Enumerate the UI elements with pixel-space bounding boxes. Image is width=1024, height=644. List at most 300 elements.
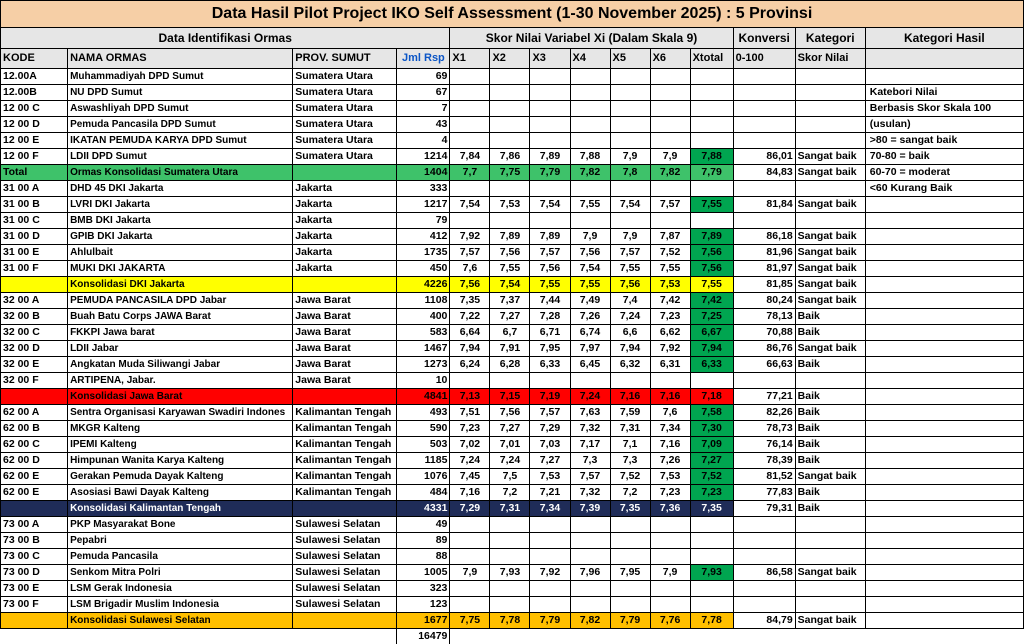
cell-xtotal: 7,88 (690, 149, 733, 165)
table-row[interactable] (1, 133, 1024, 149)
cell-kode: 12.00A (1, 69, 68, 85)
cell-x3 (530, 181, 570, 197)
cell-x1 (450, 101, 490, 117)
cell-kode: 62 00 A (1, 405, 68, 421)
cell-provinsi: Sulawesi Selatan (293, 517, 397, 533)
cell-konversi (733, 533, 795, 549)
column-kode: KODE (1, 49, 68, 69)
cell-x3: 7,21 (530, 485, 570, 501)
cell-xtotal (690, 533, 733, 549)
cell-xtotal: 6,67 (690, 325, 733, 341)
cell-jumlah-responden: 412 (397, 229, 450, 245)
column-konversi: 0-100 (733, 49, 795, 69)
table-row[interactable] (1, 341, 1024, 357)
cell-x5 (610, 69, 650, 85)
table-row[interactable] (1, 309, 1024, 325)
table-row[interactable] (1, 197, 1024, 213)
cell-kode: 31 00 F (1, 261, 68, 277)
cell-xtotal (690, 85, 733, 101)
cell-kode: 32 00 A (1, 293, 68, 309)
legend-note (865, 69, 1023, 85)
cell-provinsi (293, 501, 397, 517)
cell-provinsi: Jawa Barat (293, 293, 397, 309)
cell-jumlah-responden: 1467 (397, 341, 450, 357)
table-row[interactable] (1, 357, 1024, 373)
cell-x1 (450, 581, 490, 597)
cell-kode: 12 00 E (1, 133, 68, 149)
cell-x1 (450, 373, 490, 389)
cell-x5 (610, 549, 650, 565)
cell-kode: 73 00 A (1, 517, 68, 533)
cell-konversi: 81,96 (733, 245, 795, 261)
cell-nama-ormas: Pemuda Pancasila (68, 549, 293, 565)
cell-x1 (450, 549, 490, 565)
cell-x3: 7,95 (530, 341, 570, 357)
column-jml: Jml Rsp (397, 49, 450, 69)
cell-x4 (570, 69, 610, 85)
cell-x4: 7,49 (570, 293, 610, 309)
cell-xtotal: 7,42 (690, 293, 733, 309)
cell-x1 (450, 85, 490, 101)
cell-nama-ormas: GPIB DKI Jakarta (68, 229, 293, 245)
cell-xtotal: 7,56 (690, 245, 733, 261)
table-row[interactable] (1, 485, 1024, 501)
table-row[interactable] (1, 277, 1024, 293)
table-row[interactable] (1, 389, 1024, 405)
cell-x4: 7,82 (570, 165, 610, 181)
cell-skor-nilai: Baik (795, 309, 865, 325)
cell-x6: 7,92 (650, 341, 690, 357)
cell-jumlah-responden: 1735 (397, 245, 450, 261)
cell-x4: 7,88 (570, 149, 610, 165)
cell-skor-nilai: Baik (795, 325, 865, 341)
cell-x3 (530, 373, 570, 389)
cell-x2 (490, 597, 530, 613)
cell-x2: 7,24 (490, 453, 530, 469)
cell-konversi: 81,52 (733, 469, 795, 485)
column-header-row (1, 49, 1024, 69)
cell-xtotal (690, 597, 733, 613)
cell-x2 (490, 373, 530, 389)
cell-nama-ormas: PEMUDA PANCASILA DPD Jabar (68, 293, 293, 309)
legend-note: <60 Kurang Baik (865, 181, 1023, 197)
cell-konversi: 79,31 (733, 501, 795, 517)
cell-xtotal: 7,09 (690, 437, 733, 453)
cell-x6: 7,52 (650, 245, 690, 261)
cell-x5: 7,16 (610, 389, 650, 405)
cell-x2: 7,37 (490, 293, 530, 309)
cell-x5: 7,55 (610, 261, 650, 277)
cell-x6 (650, 117, 690, 133)
group-header-kategori: Kategori (795, 28, 865, 49)
cell-x2: 7,53 (490, 197, 530, 213)
table-row[interactable] (1, 533, 1024, 549)
cell-x6 (650, 517, 690, 533)
cell-skor-nilai (795, 69, 865, 85)
cell-x5: 7,2 (610, 485, 650, 501)
cell-x5: 7,52 (610, 469, 650, 485)
cell-x1: 7,57 (450, 245, 490, 261)
cell-x1: 7,94 (450, 341, 490, 357)
cell-x3 (530, 533, 570, 549)
legend-note: 70-80 = baik (865, 149, 1023, 165)
cell-x2: 7,5 (490, 469, 530, 485)
column-x4: X4 (570, 49, 610, 69)
cell-skor-nilai (795, 597, 865, 613)
cell-xtotal: 7,18 (690, 389, 733, 405)
cell-jumlah-responden: 590 (397, 421, 450, 437)
cell-nama-ormas: Konsolidasi Sulawesi Selatan (68, 613, 293, 629)
cell-x6 (650, 133, 690, 149)
cell-nama-ormas: PKP Masyarakat Bone (68, 517, 293, 533)
cell-x5: 7,35 (610, 501, 650, 517)
cell-konversi: 78,39 (733, 453, 795, 469)
cell-xtotal: 7,55 (690, 197, 733, 213)
legend-note (865, 389, 1023, 405)
cell-provinsi: Sulawesi Selatan (293, 533, 397, 549)
table-body (1, 69, 1024, 644)
cell-x2: 7,2 (490, 485, 530, 501)
cell-x3: 7,79 (530, 165, 570, 181)
legend-note (865, 565, 1023, 581)
table-row[interactable] (1, 421, 1024, 437)
cell-xtotal: 7,52 (690, 469, 733, 485)
cell-x6: 7,82 (650, 165, 690, 181)
table-row[interactable] (1, 501, 1024, 517)
cell-kode: 32 00 F (1, 373, 68, 389)
cell-xtotal: 7,30 (690, 421, 733, 437)
legend-note (865, 357, 1023, 373)
cell-x4: 7,56 (570, 245, 610, 261)
cell-skor-nilai (795, 213, 865, 229)
legend-note (865, 341, 1023, 357)
cell-x4 (570, 213, 610, 229)
cell-kode: Total (1, 165, 68, 181)
cell-nama-ormas: Konsolidasi DKI Jakarta (68, 277, 293, 293)
table-row[interactable] (1, 261, 1024, 277)
cell-nama-ormas: BMB DKI Jakarta (68, 213, 293, 229)
legend-note (865, 453, 1023, 469)
cell-jumlah-responden: 323 (397, 581, 450, 597)
cell-x4: 7,9 (570, 229, 610, 245)
table-row[interactable] (1, 213, 1024, 229)
legend-note: (usulan) (865, 117, 1023, 133)
cell-jumlah-responden: 1005 (397, 565, 450, 581)
cell-x1: 7,6 (450, 261, 490, 277)
cell-x5: 7,79 (610, 613, 650, 629)
cell-nama-ormas: Angkatan Muda Siliwangi Jabar (68, 357, 293, 373)
cell-x5 (610, 133, 650, 149)
cell-x1: 7,29 (450, 501, 490, 517)
cell-konversi: 86,01 (733, 149, 795, 165)
cell-provinsi: Kalimantan Tengah (293, 453, 397, 469)
column-x5: X5 (610, 49, 650, 69)
column-x1: X1 (450, 49, 490, 69)
cell-x6: 7,42 (650, 293, 690, 309)
cell-jumlah-responden: 7 (397, 101, 450, 117)
cell-jumlah-responden: 79 (397, 213, 450, 229)
cell-jumlah-responden: 1214 (397, 149, 450, 165)
cell-kode: 32 00 B (1, 309, 68, 325)
cell-x2: 7,56 (490, 245, 530, 261)
cell-x6 (650, 581, 690, 597)
cell-skor-nilai: Sangat baik (795, 293, 865, 309)
cell-xtotal: 7,89 (690, 229, 733, 245)
cell-nama-ormas: ARTIPENA, Jabar. (68, 373, 293, 389)
cell-x6: 7,53 (650, 277, 690, 293)
title-row (1, 1, 1024, 28)
cell-x6 (650, 69, 690, 85)
cell-x5: 7,54 (610, 197, 650, 213)
legend-note (865, 581, 1023, 597)
cell-x1: 7,35 (450, 293, 490, 309)
cell-kode: 73 00 E (1, 581, 68, 597)
legend-note: >80 = sangat baik (865, 133, 1023, 149)
cell-x1: 7,23 (450, 421, 490, 437)
cell-skor-nilai: Sangat baik (795, 229, 865, 245)
cell-x2 (490, 213, 530, 229)
cell-x5: 6,32 (610, 357, 650, 373)
cell-x4 (570, 373, 610, 389)
table-row[interactable] (1, 165, 1024, 181)
table-row[interactable] (1, 405, 1024, 421)
cell-konversi: 86,18 (733, 229, 795, 245)
cell-kode: 62 00 D (1, 453, 68, 469)
legend-note: Berbasis Skor Skala 100 (865, 101, 1023, 117)
legend-note (865, 549, 1023, 565)
cell-konversi: 78,73 (733, 421, 795, 437)
cell-konversi: 86,58 (733, 565, 795, 581)
group-header-row (1, 28, 1024, 49)
table-row[interactable] (1, 101, 1024, 117)
table-row[interactable] (1, 181, 1024, 197)
cell-x1 (450, 69, 490, 85)
table-row[interactable] (1, 453, 1024, 469)
cell-x4: 7,3 (570, 453, 610, 469)
cell-x3: 7,55 (530, 277, 570, 293)
cell-x5: 7,9 (610, 149, 650, 165)
table-row[interactable] (1, 245, 1024, 261)
cell-kode: 62 00 B (1, 421, 68, 437)
cell-konversi (733, 69, 795, 85)
cell-x2 (490, 69, 530, 85)
table-row[interactable] (1, 437, 1024, 453)
cell-nama-ormas: Himpunan Wanita Karya Kalteng (68, 453, 293, 469)
cell-x4: 7,39 (570, 501, 610, 517)
cell-x5: 7,9 (610, 229, 650, 245)
cell-x5 (610, 213, 650, 229)
cell-skor-nilai: Sangat baik (795, 277, 865, 293)
cell-provinsi: Kalimantan Tengah (293, 421, 397, 437)
cell-x5: 7,59 (610, 405, 650, 421)
group-header-konversi: Konversi (733, 28, 795, 49)
cell-x6: 7,55 (650, 261, 690, 277)
cell-x4 (570, 181, 610, 197)
cell-jumlah-responden: 49 (397, 517, 450, 533)
cell-x3 (530, 213, 570, 229)
cell-x4 (570, 549, 610, 565)
cell-konversi: 77,83 (733, 485, 795, 501)
legend-note (865, 613, 1023, 629)
cell-nama-ormas: NU DPD Sumut (68, 85, 293, 101)
cell-x3 (530, 597, 570, 613)
cell-x6: 7,6 (650, 405, 690, 421)
table-row[interactable] (1, 373, 1024, 389)
cell-x2: 7,27 (490, 421, 530, 437)
cell-x2: 7,93 (490, 565, 530, 581)
cell-x6 (650, 549, 690, 565)
cell-skor-nilai: Sangat baik (795, 197, 865, 213)
cell-jumlah-responden: 1076 (397, 469, 450, 485)
page-title: Data Hasil Pilot Project IKO Self Assessment (1-30 November 2025) : 5 Provinsi (1, 1, 1024, 28)
cell-nama-ormas: Sentra Organisasi Karyawan Swadiri Indones (68, 405, 293, 421)
cell-jumlah-responden: 484 (397, 485, 450, 501)
cell-xtotal: 7,94 (690, 341, 733, 357)
cell-x2: 7,31 (490, 501, 530, 517)
table-row[interactable] (1, 69, 1024, 85)
cell-provinsi: Kalimantan Tengah (293, 437, 397, 453)
column-nama: NAMA ORMAS (68, 49, 293, 69)
cell-x5: 7,4 (610, 293, 650, 309)
table-row[interactable] (1, 469, 1024, 485)
cell-x1: 7,54 (450, 197, 490, 213)
cell-provinsi: Sumatera Utara (293, 117, 397, 133)
cell-jumlah-responden: 10 (397, 373, 450, 389)
table-row[interactable] (1, 613, 1024, 629)
cell-kode: 31 00 B (1, 197, 68, 213)
table-row[interactable] (1, 85, 1024, 101)
cell-x2 (490, 181, 530, 197)
cell-xtotal: 6,33 (690, 357, 733, 373)
legend-note (865, 533, 1023, 549)
cell-x1 (450, 517, 490, 533)
cell-x2 (490, 517, 530, 533)
cell-nama-ormas: LSM Gerak Indonesia (68, 581, 293, 597)
grand-total-spacer (1, 629, 397, 644)
cell-skor-nilai (795, 533, 865, 549)
cell-skor-nilai (795, 373, 865, 389)
cell-skor-nilai: Baik (795, 421, 865, 437)
cell-provinsi: Sulawesi Selatan (293, 581, 397, 597)
cell-x1: 6,24 (450, 357, 490, 373)
cell-skor-nilai (795, 549, 865, 565)
cell-skor-nilai (795, 85, 865, 101)
cell-provinsi: Jawa Barat (293, 341, 397, 357)
table-row[interactable] (1, 581, 1024, 597)
group-header-skor: Skor Nilai Variabel Xi (Dalam Skala 9) (450, 28, 733, 49)
cell-x4: 7,32 (570, 421, 610, 437)
cell-nama-ormas: Konsolidasi Jawa Barat (68, 389, 293, 405)
cell-x1: 7,24 (450, 453, 490, 469)
cell-x2: 7,27 (490, 309, 530, 325)
column-kategori-hasil-blank (865, 49, 1023, 69)
cell-x5: 7,1 (610, 437, 650, 453)
cell-x1: 7,92 (450, 229, 490, 245)
cell-skor-nilai: Baik (795, 501, 865, 517)
table-row[interactable] (1, 229, 1024, 245)
cell-x1: 7,16 (450, 485, 490, 501)
cell-nama-ormas: Gerakan Pemuda Dayak Kalteng (68, 469, 293, 485)
table-row[interactable] (1, 549, 1024, 565)
cell-x1: 7,51 (450, 405, 490, 421)
cell-x6: 7,34 (650, 421, 690, 437)
cell-x1: 7,56 (450, 277, 490, 293)
cell-skor-nilai (795, 517, 865, 533)
cell-x5: 7,57 (610, 245, 650, 261)
cell-konversi (733, 549, 795, 565)
cell-kode: 73 00 F (1, 597, 68, 613)
cell-provinsi: Sumatera Utara (293, 133, 397, 149)
cell-x4: 7,96 (570, 565, 610, 581)
cell-x3: 7,56 (530, 261, 570, 277)
cell-x5 (610, 533, 650, 549)
cell-x5: 7,3 (610, 453, 650, 469)
table-row[interactable] (1, 597, 1024, 613)
table-row[interactable] (1, 149, 1024, 165)
cell-x3 (530, 133, 570, 149)
cell-konversi (733, 133, 795, 149)
cell-provinsi: Jakarta (293, 245, 397, 261)
legend-note (865, 485, 1023, 501)
column-xtotal: Xtotal (690, 49, 733, 69)
cell-xtotal (690, 213, 733, 229)
cell-x1: 7,9 (450, 565, 490, 581)
legend-note (865, 229, 1023, 245)
cell-x3: 7,57 (530, 245, 570, 261)
cell-x6: 7,23 (650, 485, 690, 501)
cell-skor-nilai: Sangat baik (795, 469, 865, 485)
cell-x3 (530, 85, 570, 101)
group-header-kategori-hasil: Kategori Hasil (865, 28, 1023, 49)
legend-note (865, 405, 1023, 421)
cell-provinsi: Sumatera Utara (293, 149, 397, 165)
cell-x5: 7,31 (610, 421, 650, 437)
cell-x6: 7,16 (650, 389, 690, 405)
cell-provinsi: Kalimantan Tengah (293, 485, 397, 501)
cell-x6: 7,87 (650, 229, 690, 245)
legend-note (865, 213, 1023, 229)
cell-x3: 7,34 (530, 501, 570, 517)
table-row[interactable] (1, 517, 1024, 533)
cell-x4 (570, 117, 610, 133)
column-x3: X3 (530, 49, 570, 69)
cell-konversi: 82,26 (733, 405, 795, 421)
table-row[interactable] (1, 565, 1024, 581)
table-row[interactable] (1, 325, 1024, 341)
cell-xtotal (690, 69, 733, 85)
cell-kode (1, 501, 68, 517)
grand-total-spacer-right (450, 629, 1024, 644)
cell-x4 (570, 133, 610, 149)
cell-x2 (490, 533, 530, 549)
cell-nama-ormas: Ahlulbait (68, 245, 293, 261)
cell-provinsi: Jakarta (293, 197, 397, 213)
cell-jumlah-responden: 4226 (397, 277, 450, 293)
cell-skor-nilai: Sangat baik (795, 245, 865, 261)
table-row[interactable] (1, 293, 1024, 309)
cell-x1 (450, 181, 490, 197)
cell-provinsi: Sulawesi Selatan (293, 565, 397, 581)
legend-note (865, 597, 1023, 613)
cell-x1 (450, 597, 490, 613)
cell-x5 (610, 101, 650, 117)
table-row[interactable] (1, 117, 1024, 133)
cell-x4: 7,24 (570, 389, 610, 405)
cell-nama-ormas: Ormas Konsolidasi Sumatera Utara (68, 165, 293, 181)
cell-kode: 73 00 D (1, 565, 68, 581)
cell-x6: 7,76 (650, 613, 690, 629)
cell-x2: 7,75 (490, 165, 530, 181)
